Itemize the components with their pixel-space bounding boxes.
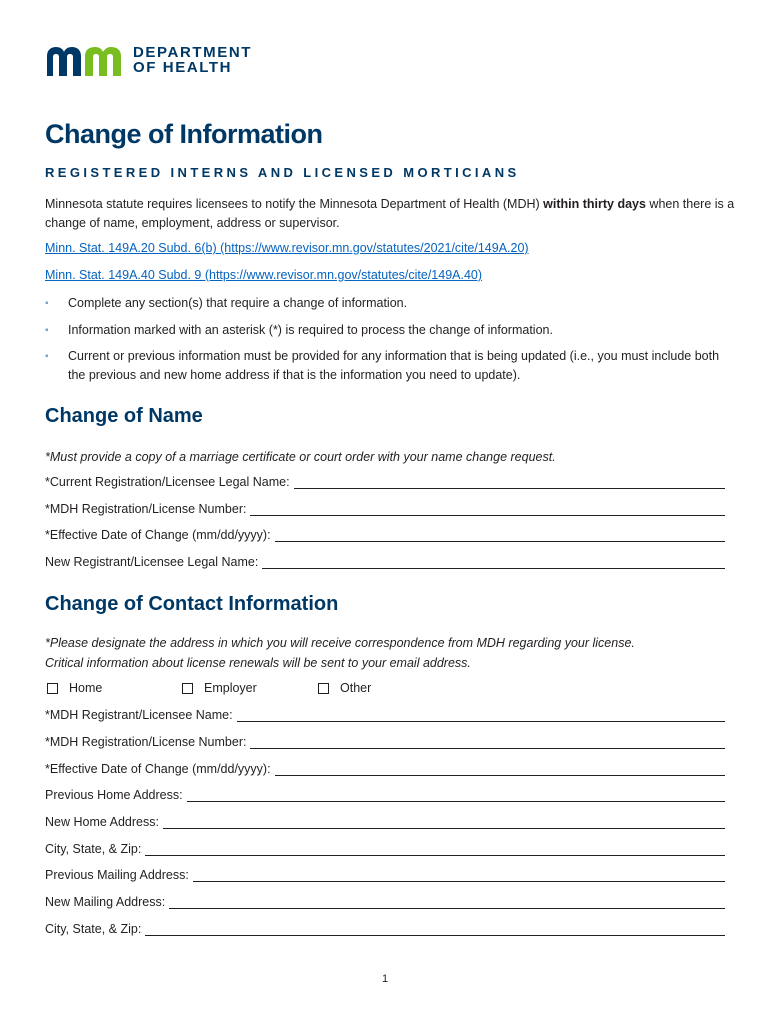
checkbox-icon[interactable] [318, 683, 329, 694]
intro-text-start: Minnesota statute requires licensees to notify the Minnesota Department of Health (MDH) [45, 197, 544, 211]
other-option[interactable] [318, 681, 371, 695]
input-line[interactable] [163, 816, 725, 829]
intro-paragraph [45, 195, 735, 233]
name-section-heading: Change of Name [45, 405, 203, 427]
new-home-address-field[interactable] [45, 815, 725, 829]
input-line[interactable] [250, 503, 725, 516]
mailing-city-state-zip-field[interactable] [45, 922, 725, 936]
field-label: City, State, & Zip: [45, 922, 142, 936]
contact-effective-date-field[interactable] [45, 762, 725, 776]
list-item [45, 347, 735, 385]
field-label: *Effective Date of Change (mm/dd/yyyy): [45, 528, 271, 542]
page-title: Change of Information [45, 119, 323, 149]
field-label: Previous Home Address: [45, 788, 183, 802]
input-line[interactable] [294, 476, 725, 489]
input-line[interactable] [145, 843, 725, 856]
intro-text-end: when there is a change of name, employment, address or supervisor. [45, 197, 735, 230]
field-label: New Registrant/Licensee Legal Name: [45, 555, 259, 569]
page-subtitle: REGISTERED INTERNS AND LICENSED MORTICIANS [45, 165, 520, 180]
intro-emphasis: within thirty days [543, 197, 646, 211]
field-label: *Current Registration/Licensee Legal Name: [45, 475, 290, 489]
logo-line-2: OF HEALTH [133, 59, 233, 76]
bullet-text: Current or previous information must be provided for any information that is being updated (i.e., you must include both the previous and new home address if that is the information you need to update). [68, 349, 720, 382]
field-label: *Effective Date of Change (mm/dd/yyyy): [45, 762, 271, 776]
field-label: Previous Mailing Address: [45, 868, 189, 882]
registration-number-field[interactable] [45, 502, 725, 516]
field-label: City, State, & Zip: [45, 842, 142, 856]
contact-section-note [45, 634, 735, 673]
home-city-state-zip-field[interactable] [45, 842, 725, 856]
input-line[interactable] [275, 763, 725, 776]
new-mailing-address-field[interactable] [45, 895, 725, 909]
input-line[interactable] [193, 869, 725, 882]
bullet-text: Information marked with an asterisk (*) is required to process the change of information. [68, 323, 553, 337]
field-label: New Mailing Address: [45, 895, 166, 909]
new-legal-name-field[interactable] [45, 555, 725, 569]
bullet-icon: ▪ [45, 298, 49, 309]
input-line[interactable] [262, 556, 725, 569]
checkbox-icon[interactable] [47, 683, 58, 694]
home-option[interactable] [47, 681, 102, 695]
bullet-icon: ▪ [45, 325, 49, 336]
checkbox-icon[interactable] [182, 683, 193, 694]
option-label: Employer [204, 681, 257, 695]
bullet-icon: ▪ [45, 351, 49, 362]
mdh-logo [45, 44, 252, 76]
statute-link-149a20[interactable]: Minn. Stat. 149A.20 Subd. 6(b) (https://www.revisor.mn.gov/statutes/2021/cite/149A.20) [45, 241, 529, 255]
option-label: Home [69, 681, 103, 695]
input-line[interactable] [187, 789, 725, 802]
bullet-text: Complete any section(s) that require a change of information. [68, 296, 408, 310]
field-label: *MDH Registrant/Licensee Name: [45, 708, 233, 722]
employer-option[interactable] [182, 681, 257, 695]
input-line[interactable] [275, 529, 725, 542]
input-line[interactable] [169, 896, 725, 909]
input-line[interactable] [250, 736, 725, 749]
contact-note-line-1: *Please designate the address in which you will receive correspondence from MDH regarding your license. [45, 636, 635, 650]
list-item [45, 294, 735, 313]
mn-logo-icon [45, 44, 123, 76]
logo-line-1: DEPARTMENT [133, 44, 253, 61]
input-line[interactable] [237, 709, 725, 722]
input-line[interactable] [145, 923, 725, 936]
previous-home-address-field[interactable] [45, 788, 725, 802]
field-label: *MDH Registration/License Number: [45, 502, 247, 516]
current-legal-name-field[interactable] [45, 475, 725, 489]
list-item [45, 321, 735, 340]
name-section-note: *Must provide a copy of a marriage certificate or court order with your name change request. [45, 450, 556, 464]
contact-note-line-2: Critical information about license renewals will be sent to your email address. [45, 655, 471, 670]
option-label: Other [340, 681, 372, 695]
registrant-name-field[interactable] [45, 708, 725, 722]
statute-link-149a40[interactable]: Minn. Stat. 149A.40 Subd. 9 (https://www.revisor.mn.gov/statutes/cite/149A.40) [45, 268, 483, 282]
logo-wordmark [133, 45, 252, 75]
effective-date-field[interactable] [45, 528, 725, 542]
contact-section-heading: Change of Contact Information [45, 593, 339, 615]
field-label: New Home Address: [45, 815, 159, 829]
page-number: 1 [381, 973, 389, 985]
field-label: *MDH Registration/License Number: [45, 735, 247, 749]
previous-mailing-address-field[interactable] [45, 868, 725, 882]
contact-registration-number-field[interactable] [45, 735, 725, 749]
